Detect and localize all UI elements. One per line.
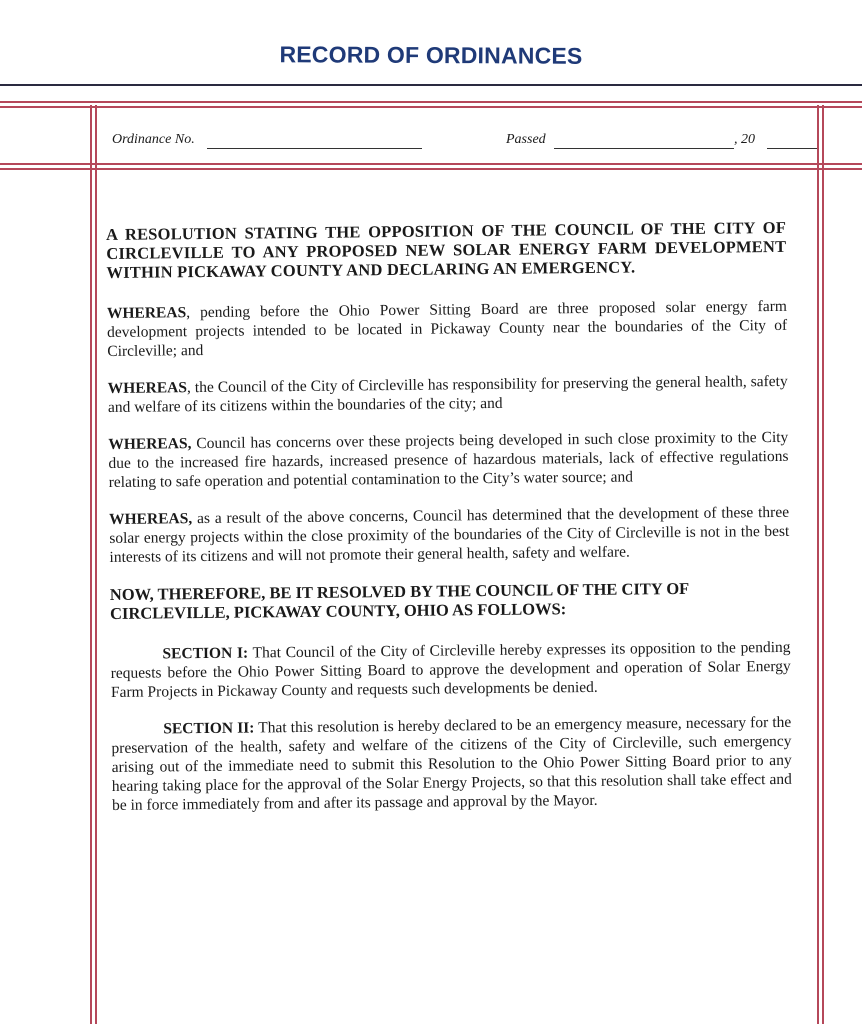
whereas-paragraph — [108, 428, 789, 492]
whereas-keyword: WHEREAS — [107, 379, 188, 397]
section-paragraph — [110, 638, 791, 702]
year-line — [767, 148, 817, 149]
section-paragraph — [111, 713, 792, 815]
left-margin-rule-2 — [95, 105, 97, 1024]
passed-date-line — [554, 148, 734, 149]
year-prefix: , 20 — [734, 132, 755, 147]
whereas-paragraph — [107, 297, 788, 361]
field-rule-red-2 — [0, 168, 862, 170]
ordinance-number-label: Ordinance No. — [112, 132, 195, 147]
header-rule-red-1 — [0, 101, 862, 103]
whereas-text: Council has concerns over these projects being developed in such close proximity to the City due to the increased fire hazards, increased presence of hazardous materials, lack of effective regulations relating to safe operation and potential contamination to the City’s water source; and — [108, 428, 789, 491]
whereas-keyword: WHEREAS — [106, 304, 187, 322]
whereas-text: as a result of the above concerns, Council has determined that the development of these three solar energy projects within the close proximity of the boundaries of the City of Circleville is not in the best interests of its citizens and will not promote their general health, safety and welfare. — [109, 503, 790, 566]
ordinance-number-line — [207, 148, 422, 149]
ordinance-field-row — [112, 132, 822, 156]
header-rule-red-2 — [0, 106, 862, 108]
section-label: SECTION II: — [163, 719, 255, 738]
section-text: That Council of the City of Circleville hereby expresses its opposition to the pending requests before the Ohio Power Sitting Board to approve the development and operation of Solar Energy Farm Projects in Pickaway County and requests such developments be denied. — [110, 638, 791, 701]
resolution-body — [106, 218, 792, 833]
page-title: RECORD OF ORDINANCES — [279, 41, 583, 69]
resolution-title: A RESOLUTION STATING THE OPPOSITION OF THE COUNCIL OF THE CITY OF CIRCLEVILLE TO ANY PROPOSED NEW SOLAR ENERGY FARM DEVELOPMENT WITHIN PICKAWAY COUNTY AND DECLARING AN EMERGENCY. — [106, 217, 787, 282]
section-text: That this resolution is hereby declared to be an emergency measure, necessary for the preservation of the health, safety and welfare of the citizens of the City of Circleville, such emergency arising out of the immediate need to submit this Resolution to the Ohio Power Sitting Board prior to any hearing taking place for the approval of the Solar Energy Projects, so that this resolution shall take effect and be in force immediately from and after its passage and approval by the Mayor. — [111, 713, 792, 814]
left-margin-rule-1 — [90, 105, 92, 1024]
field-rule-red-1 — [0, 163, 862, 165]
whereas-keyword: WHEREAS, — [108, 510, 193, 528]
passed-label: Passed — [506, 132, 546, 147]
whereas-text: , pending before the Ohio Power Sitting Board are three proposed solar energy farm development projects intended to be located in Pickaway County near the boundaries of the City of Circleville; and — [107, 297, 788, 360]
resolved-clause: NOW, THEREFORE, BE IT RESOLVED BY THE COUNCIL OF THE CITY OF CIRCLEVILLE, PICKAWAY COUNTY, OHIO AS FOLLOWS: — [109, 578, 689, 623]
whereas-keyword: WHEREAS, — [108, 435, 192, 453]
section-label: SECTION I: — [162, 644, 249, 663]
whereas-text: , the Council of the City of Circleville has responsibility for preserving the general health, safety and welfare of its citizens within the boundaries of the city; and — [107, 372, 788, 416]
right-margin-rule-1 — [817, 105, 819, 1024]
whereas-paragraph — [108, 372, 788, 417]
whereas-paragraph — [109, 503, 790, 567]
right-margin-rule-2 — [822, 105, 824, 1024]
header-rule-top — [0, 84, 862, 86]
